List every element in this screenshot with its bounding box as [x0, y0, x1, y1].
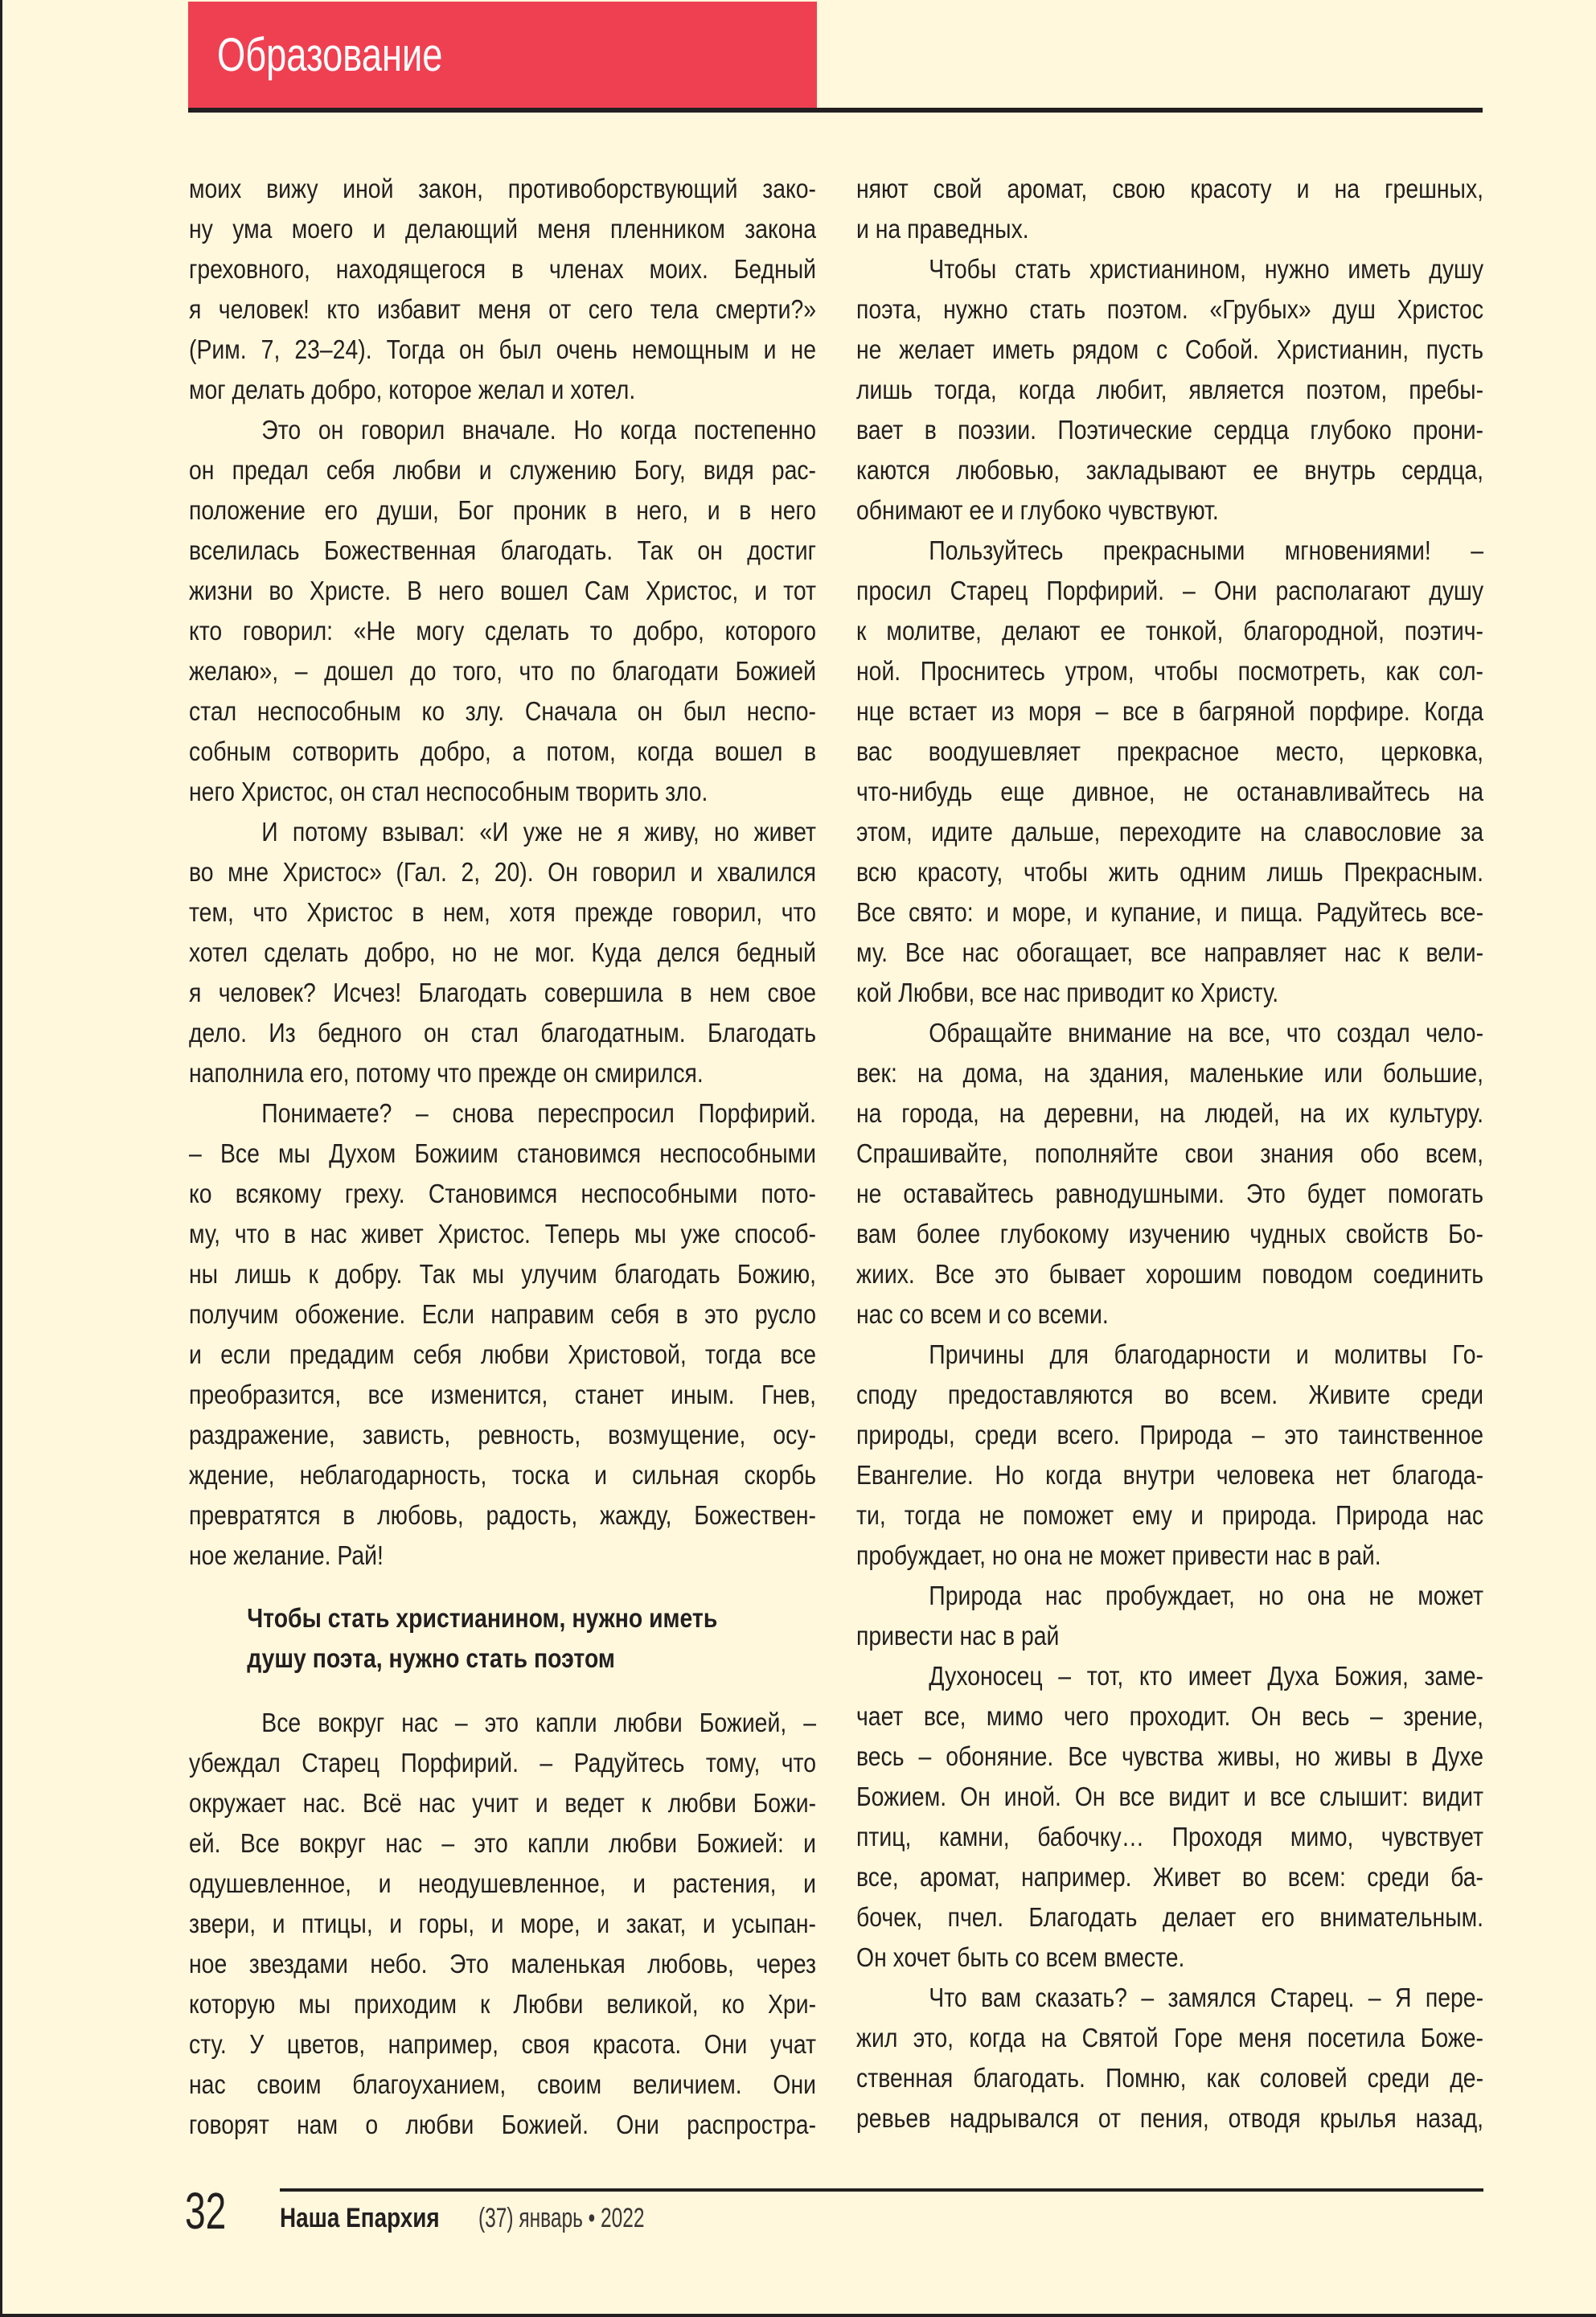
- page-edge-left: [0, 0, 2, 2317]
- text-line: он предал себя любви и служению Богу, видя рас-: [189, 455, 817, 485]
- article-column-right: [856, 169, 1483, 2139]
- text-line: бочек, пчел. Благодать делает его внимательным.: [856, 1902, 1484, 1932]
- text-line: получим обожение. Если направим себя в это русло: [189, 1299, 817, 1329]
- text-line: раздражение, зависть, ревность, возмущение, осу-: [189, 1420, 817, 1450]
- footer-rule: [280, 2188, 1483, 2192]
- text-line: ственная благодать. Помню, как соловей среди де-: [856, 2063, 1484, 2093]
- text-line: каются любовью, закладывают ее внутрь сердца,: [856, 455, 1484, 485]
- paragraph-first-line: Обращайте внимание на все, что создал чело-: [929, 1018, 1484, 1048]
- paragraph-first-line: Все вокруг нас – это капли любви Божией, –: [261, 1708, 817, 1737]
- article-column-left: [189, 169, 816, 2145]
- spacer: [189, 1576, 816, 1598]
- text-line: кто говорил: «Не могу сделать то добро, которого: [189, 616, 817, 646]
- text-line: вселилась Божественная благодать. Так он достиг: [189, 535, 817, 565]
- text-line: к молитве, делают ее тонкой, благородной, поэтич-: [856, 616, 1484, 646]
- text-line: и если предадим себя любви Христовой, тогда все: [189, 1339, 817, 1369]
- subheading-line: Чтобы стать христианином, нужно иметь: [247, 1603, 718, 1633]
- issue-info: (37) январь • 2022: [478, 2203, 645, 2233]
- text-line: превратятся в любовь, радость, жажду, Божествен-: [189, 1500, 817, 1530]
- text-line: природы, среди всего. Природа – это таинственное: [856, 1420, 1484, 1450]
- text-line: стал неспособным ко злу. Сначала он был неспо-: [189, 696, 817, 726]
- text-line: греховного, находящегося в членах моих. Бедный: [189, 254, 817, 284]
- text-line: вам более глубокому изучению чудных свойств Бо-: [856, 1219, 1484, 1249]
- text-line: говорят нам о любви Божией. Они распростра-: [189, 2110, 817, 2139]
- text-line: просил Старец Порфирий. – Они располагают душу: [856, 576, 1484, 605]
- text-line: кой Любви, все нас приводит ко Христу.: [856, 978, 1279, 1007]
- text-line: ны лишь к добру. Так мы улучим благодать Божию,: [189, 1259, 817, 1289]
- text-line: не оставайтесь равнодушными. Это будет помогать: [856, 1179, 1484, 1208]
- text-line: ное звездами небо. Это маленькая любовь, через: [189, 1949, 817, 1979]
- paragraph-first-line: Природа нас пробуждает, но она не может: [929, 1581, 1484, 1610]
- text-line: тем, что Христос в нем, хотя прежде говорил, что: [189, 897, 817, 927]
- text-line: чает все, мимо чего проходит. Он весь – зрение,: [856, 1701, 1484, 1731]
- text-line: вает в поэзии. Поэтические сердца глубоко прони-: [856, 415, 1484, 445]
- paragraph-first-line: Духоносец – тот, кто имеет Духа Божия, заме-: [929, 1661, 1484, 1691]
- text-line: няют свой аромат, свою красоту и на грешных,: [856, 174, 1484, 203]
- paragraph-first-line: Чтобы стать христианином, нужно иметь душу: [929, 254, 1484, 284]
- header-rule: [188, 108, 1483, 113]
- text-line: ти, тогда не поможет ему и природа. Природа нас: [856, 1500, 1484, 1530]
- spacer: [189, 1679, 816, 1703]
- text-line: нас своим благоуханием, своим величием. Они: [189, 2069, 817, 2099]
- text-line: все, аромат, например. Живет во всем: среди ба-: [856, 1862, 1484, 1892]
- text-line: вас воодушевляет прекрасное место, церковка,: [856, 736, 1484, 766]
- text-line: моих вижу иной закон, противоборствующий зако-: [189, 174, 817, 203]
- text-line: всю красоту, чтобы жить одним лишь Прекрасным.: [856, 857, 1484, 887]
- text-line: нце встает из моря – все в багряной порфире. Когда: [856, 696, 1484, 726]
- text-line: ной. Проснитесь утром, чтобы посмотреть, как сол-: [856, 656, 1484, 686]
- text-line: весь – обоняние. Все чувства живы, но живы в Духе: [856, 1741, 1484, 1771]
- text-line: этом, идите дальше, переходите на славословие за: [856, 817, 1484, 847]
- text-line: (Рим. 7, 23–24). Тогда он был очень немощным и не: [189, 334, 817, 364]
- text-line: убеждал Старец Порфирий. – Радуйтесь тому, что: [189, 1748, 817, 1778]
- text-line: ревьев надрывался от пения, отводя крылья назад,: [856, 2103, 1484, 2133]
- text-line: поэта, нужно стать поэтом. «Грубых» душ Христос: [856, 294, 1484, 324]
- page-edge-bottom: [0, 2314, 1596, 2317]
- text-line: жил это, когда на Святой Горе меня посетила Боже-: [856, 2023, 1484, 2052]
- text-line: которую мы приходим к Любви великой, ко Хри-: [189, 1989, 817, 2019]
- text-line: Он хочет быть со всем вместе.: [856, 1942, 1185, 1972]
- text-line: му, что в нас живет Христос. Теперь мы уже способ-: [189, 1219, 817, 1249]
- magazine-name: Наша Епархия: [280, 2203, 440, 2233]
- text-line: ждение, неблагодарность, тоска и сильная скорбь: [189, 1460, 817, 1490]
- text-line: наполнила его, потому что прежде он смирился.: [189, 1058, 704, 1088]
- text-line: дело. Из бедного он стал благодатным. Благодать: [189, 1018, 817, 1048]
- text-line: привести нас в рай: [856, 1621, 1060, 1651]
- paragraph-first-line: Пользуйтесь прекрасными мгновениями! –: [929, 535, 1484, 565]
- section-title: Образование: [217, 29, 443, 81]
- text-line: преобразится, все изменится, станет иным. Гнев,: [189, 1380, 817, 1409]
- text-line: желаю», – дошел до того, что по благодати Божией: [189, 656, 817, 686]
- text-line: век: на дома, на здания, маленькие или большие,: [856, 1058, 1484, 1088]
- text-line: ну ума моего и делающий меня пленником закона: [189, 214, 817, 244]
- paragraph-first-line: Это он говорил вначале. Но когда постепенно: [261, 415, 817, 445]
- paragraph-first-line: И потому взывал: «И уже не я живу, но живет: [261, 817, 817, 847]
- text-line: я человек? Исчез! Благодать совершила в нем свое: [189, 978, 817, 1007]
- paragraph-first-line: Понимаете? – снова переспросил Порфирий.: [261, 1098, 817, 1128]
- text-line: что-нибудь еще дивное, не останавливайтесь на: [856, 777, 1484, 806]
- text-line: я человек! кто избавит меня от сего тела смерти?»: [189, 294, 817, 324]
- page-number: 32: [185, 2182, 227, 2240]
- text-line: Спрашивайте, пополняйте свои знания обо всем,: [856, 1138, 1484, 1168]
- text-line: хотел сделать добро, но не мог. Куда делся бедный: [189, 937, 817, 967]
- text-line: окружает нас. Всё нас учит и ведет к любви Божи-: [189, 1788, 817, 1818]
- text-line: птиц, камни, бабочку… Проходя мимо, чувствует: [856, 1822, 1484, 1852]
- text-line: споду предоставляются во всем. Живите среди: [856, 1380, 1484, 1409]
- text-line: Евангелие. Но когда внутри человека нет благода-: [856, 1460, 1484, 1490]
- text-line: него Христос, он стал неспособным творить зло.: [189, 777, 708, 806]
- text-line: собным сотворить добро, а потом, когда вошел в: [189, 736, 817, 766]
- text-line: лишь тогда, когда любит, является поэтом, пребы-: [856, 375, 1484, 404]
- text-line: обнимают ее и глубоко чувствуют.: [856, 495, 1219, 525]
- text-line: во мне Христос» (Гал. 2, 20). Он говорил и хвалился: [189, 857, 817, 887]
- subheading-line: душу поэта, нужно стать поэтом: [247, 1643, 615, 1673]
- text-line: жизни во Христе. В него вошел Сам Христос, и тот: [189, 576, 817, 605]
- text-line: – Все мы Духом Божиим становимся неспособными: [189, 1138, 817, 1168]
- text-line: му. Все нас обогащает, все направляет нас к вели-: [856, 937, 1484, 967]
- text-line: нас со всем и со всеми.: [856, 1299, 1109, 1329]
- text-line: жиих. Все это бывает хорошим поводом соединить: [856, 1259, 1484, 1289]
- footer-info: [280, 2204, 708, 2232]
- text-line: сту. У цветов, например, своя красота. Они учат: [189, 2029, 817, 2059]
- paragraph-first-line: Причины для благодарности и молитвы Го-: [929, 1339, 1484, 1369]
- text-line: ей. Все вокруг нас – это капли любви Божией: и: [189, 1828, 817, 1858]
- text-line: Все свято: и море, и купание, и пища. Радуйтесь все-: [856, 897, 1484, 927]
- text-line: одушевленное, и неодушевленное, и растения, и: [189, 1868, 817, 1898]
- paragraph-first-line: Что вам сказать? – замялся Старец. – Я пере-: [929, 1983, 1484, 2012]
- text-line: и на праведных.: [856, 214, 1029, 244]
- text-line: ное желание. Рай!: [189, 1540, 384, 1570]
- text-line: Божием. Он иной. Он все видит и все слышит: видит: [856, 1782, 1484, 1811]
- text-line: мог делать добро, которое желал и хотел.: [189, 375, 636, 404]
- text-line: пробуждает, но она не может привести нас в рай.: [856, 1540, 1381, 1570]
- text-line: ко всякому греху. Становимся неспособными пото-: [189, 1179, 817, 1208]
- text-line: звери, и птицы, и горы, и море, и закат, и усыпан-: [189, 1909, 817, 1938]
- text-line: на города, на деревни, на людей, на их культуру.: [856, 1098, 1484, 1128]
- text-line: не желает иметь рядом с Собой. Христианин, пусть: [856, 334, 1484, 364]
- text-line: положение его души, Бог проник в него, и в него: [189, 495, 817, 525]
